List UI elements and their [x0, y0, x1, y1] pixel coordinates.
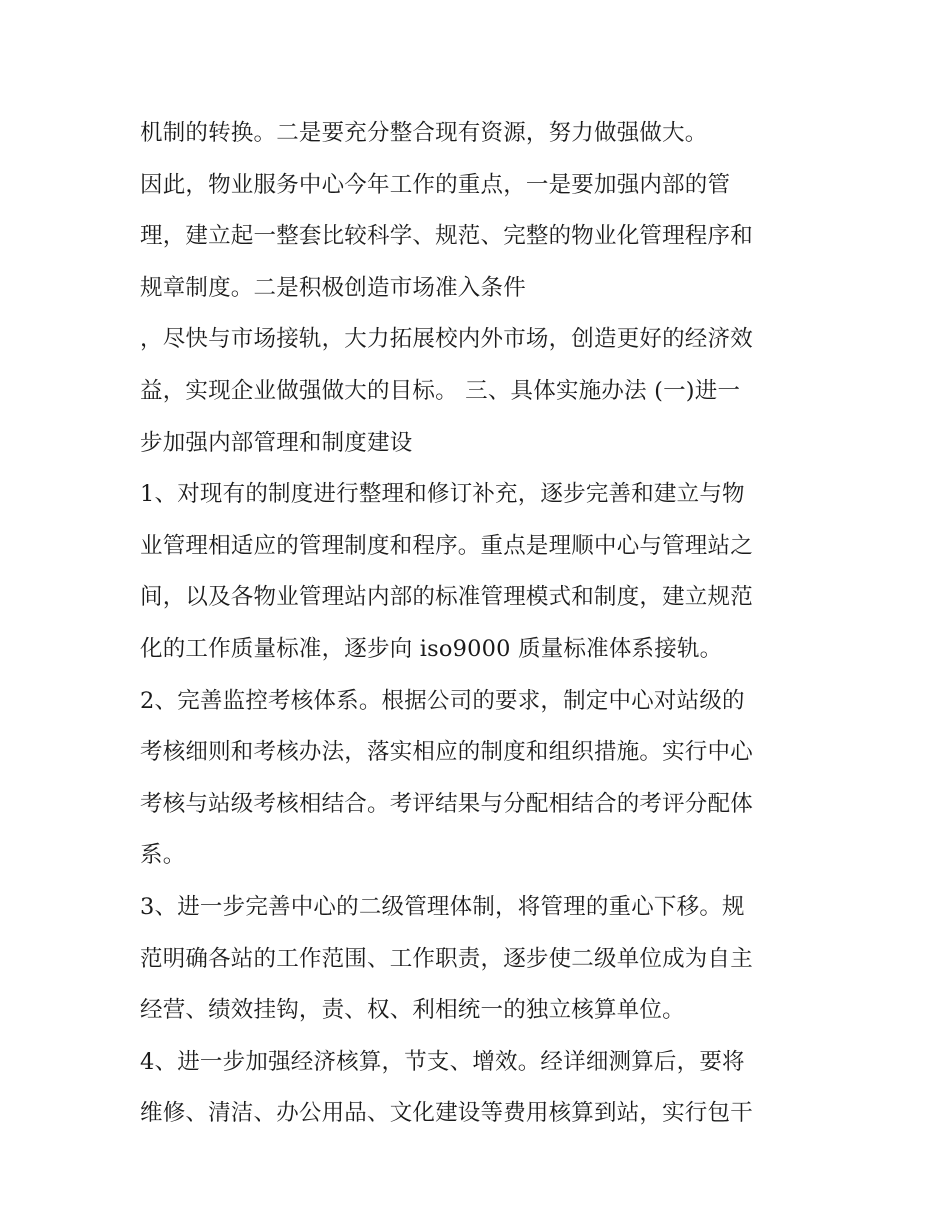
- text-line: 1、对现有的制度进行整理和修订补充，逐步完善和建立与物: [140, 481, 745, 508]
- text-line: 考核细则和考核办法，落实相应的制度和组织措施。实行中心: [140, 739, 753, 766]
- text-line: ，尽快与市场接轨，大力拓展校内外市场，创造更好的经济效: [140, 326, 753, 353]
- text-line: 范明确各站的工作范围、工作职责，逐步使二级单位成为自主: [140, 945, 753, 972]
- text-line: 理，建立起一整套比较科学、规范、完整的物业化管理程序和: [140, 223, 753, 250]
- text-line: 规章制度。二是积极创造市场准入条件: [140, 274, 526, 301]
- text-line: 间，以及各物业管理站内部的标准管理模式和制度，建立规范: [140, 584, 753, 611]
- text-line: 考核与站级考核相结合。考评结果与分配相结合的考评分配体: [140, 790, 753, 817]
- document-body: [140, 108, 820, 1140]
- text-line: 系。: [140, 842, 186, 869]
- text-line: 化的工作质量标准，逐步向 iso9000 质量标准体系接轨。: [140, 635, 723, 662]
- text-line: 维修、清洁、办公用品、文化建设等费用核算到站，实行包干: [140, 1100, 753, 1127]
- text-line: 2、完善监控考核体系。根据公司的要求，制定中心对站级的: [140, 687, 745, 714]
- text-line: 经营、绩效挂钩，责、权、利相统一的独立核算单位。: [140, 997, 685, 1024]
- text-line: 因此，物业服务中心今年工作的重点，一是要加强内部的管: [140, 171, 731, 198]
- text-line: 业管理相适应的管理制度和程序。重点是理顺中心与管理站之: [140, 532, 753, 559]
- text-line: 3、进一步完善中心的二级管理体制，将管理的重心下移。规: [140, 893, 745, 920]
- text-line: 4、进一步加强经济核算，节支、增效。经详细测算后，要将: [140, 1048, 745, 1075]
- text-line: 步加强内部管理和制度建设: [140, 429, 413, 456]
- text-line: 益，实现企业做强做大的目标。 三、具体实施办法 (一)进一: [140, 377, 741, 404]
- text-line: 机制的转换。二是要充分整合现有资源，努力做强做大。: [140, 120, 708, 146]
